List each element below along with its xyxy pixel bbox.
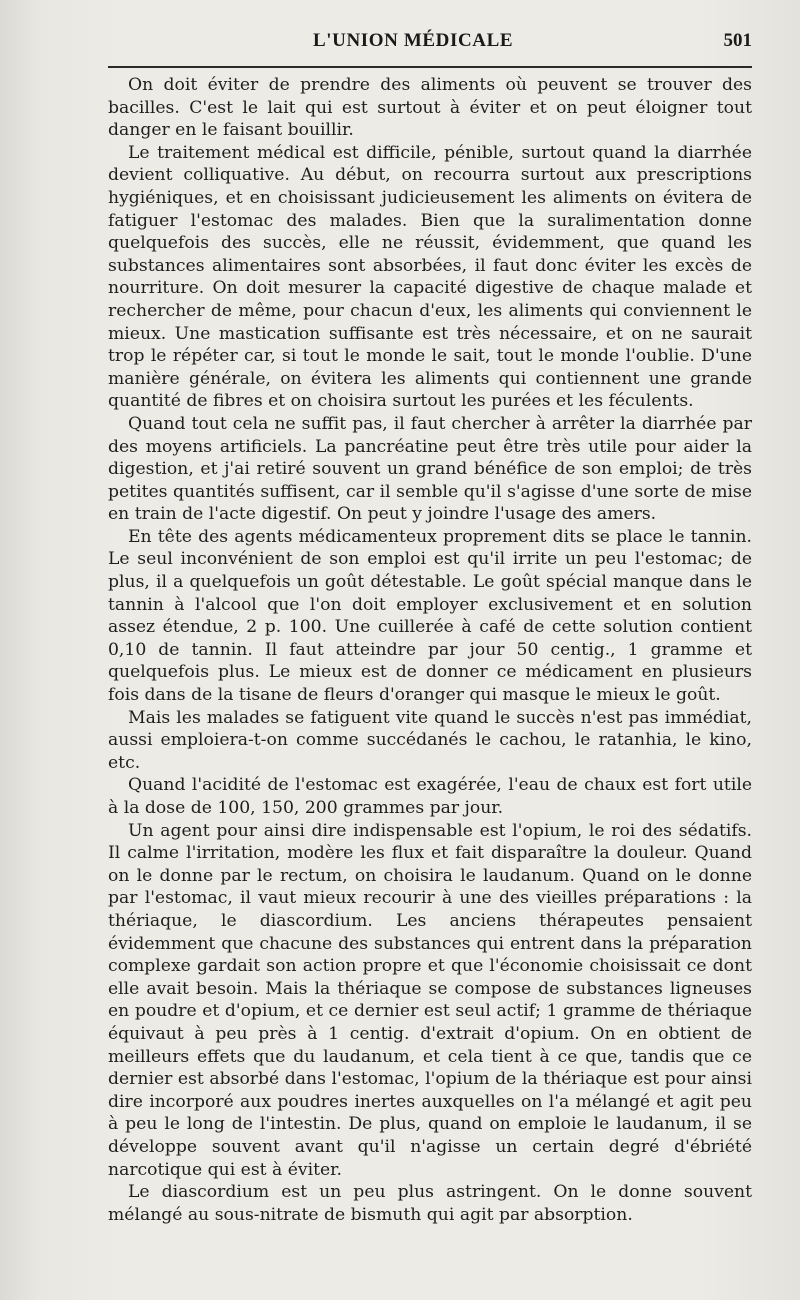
body-text <box>108 74 752 1226</box>
paragraph: En tête des agents médicamenteux proprement dits se place le tannin. Le seul inconvénient de son emploi est qu'il irrite un peu l'estomac; de plus, il a quelquefois un goût détestable. Le goût spécial manque dans le tannin à l'alcool que l'on doit employer exclusivement et en solution assez étendue, 2 p. 100. Une cuillerée à café de cette solution contient 0,10 de tannin. Il faut atteindre par jour 50 centig., 1 gramme et quelquefois plus. Le mieux est de donner ce médicament en plusieurs fois dans de la tisane de fleurs d'oranger qui masque le mieux le goût. <box>108 526 752 706</box>
page-header <box>108 30 752 58</box>
paragraph: Quand tout cela ne suffit pas, il faut chercher à arrêter la diarrhée par des moyens artificiels. La pancréatine peut être très utile pour aider la digestion, et j'ai retiré souvent un grand bénéfice de son emploi; de très petites quantités suffisent, car il semble qu'il s'agisse d'une sorte de mise en train de l'acte digestif. On peut y joindre l'usage des amers. <box>108 413 752 525</box>
paragraph: On doit éviter de prendre des aliments où peuvent se trouver des bacilles. C'est le lait qui est surtout à éviter et on peut éloigner tout danger en le faisant bouillir. <box>108 75 752 141</box>
paragraph: Mais les malades se fatiguent vite quand le succès n'est pas immédiat, aussi emploiera-t-on comme succédanés le cachou, le ratanhia, le kino, etc. <box>108 707 752 773</box>
header-rule <box>108 66 752 68</box>
paragraph: Un agent pour ainsi dire indispensable est l'opium, le roi des sédatifs. Il calme l'irritation, modère les flux et fait disparaître la douleur. Quand on le donne par le rectum, on choisira le laudanum. Quand on le donne par l'estomac, il vaut mieux recourir à une des vieilles préparations : la thériaque, le diascordium. Les anciens thérapeutes pensaient évidemment que chacune des substances qui entrent dans la préparation complexe gardait son action propre et que l'économie choisissait ce dont elle avait besoin. Mais la thériaque se compose de substances ligneuses en poudre et d'opium, et ce dernier est seul actif; 1 gramme de thériaque équivaut à peu près à 1 centig. d'extrait d'opium. On en obtient de meilleurs effets que du laudanum, et cela tient à ce que, tandis que ce dernier est absorbé dans l'estomac, l'opium de la thériaque est pour ainsi dire incorporé aux poudres inertes auxquelles on l'a mélangé et agit peu à peu le long de l'intestin. De plus, quand on emploie le laudanum, il se développe souvent avant qu'il n'agisse un certain degré d'ébriété narcotique qui est à éviter. <box>108 820 752 1180</box>
journal-title: L'UNION MÉDICALE <box>313 30 514 51</box>
paragraph: Quand l'acidité de l'estomac est exagérée, l'eau de chaux est fort utile à la dose de 100, 150, 200 grammes par jour. <box>108 775 752 818</box>
paragraph: Le traitement médical est difficile, pénible, surtout quand la diarrhée devient colliquative. Au début, on recourra surtout aux prescriptions hygiéniques, et en choisissant judicieusement les aliments on évitera de fatiguer l'estomac des malades. Bien que la suralimentation donne quelquefois des succès, elle ne réussit, évidemment, que quand les substances alimentaires sont absorbées, il faut donc éviter les excès de nourriture. On doit mesurer la capacité digestive de chaque malade et rechercher de même, pour chacun d'eux, les aliments qui conviennent le mieux. Une mastication suffisante est très nécessaire, et on ne saurait trop le répéter car, si tout le monde le sait, tout le monde l'oublie. D'une manière générale, on évitera les aliments qui contiennent une grande quantité de fibres et on choisira surtout les purées et les féculents. <box>108 142 752 412</box>
page-number: 501 <box>723 30 752 51</box>
paragraph: Le diascordium est un peu plus astringent. On le donne souvent mélangé au sous-nitrate de bismuth qui agit par absorption. <box>108 1182 752 1225</box>
